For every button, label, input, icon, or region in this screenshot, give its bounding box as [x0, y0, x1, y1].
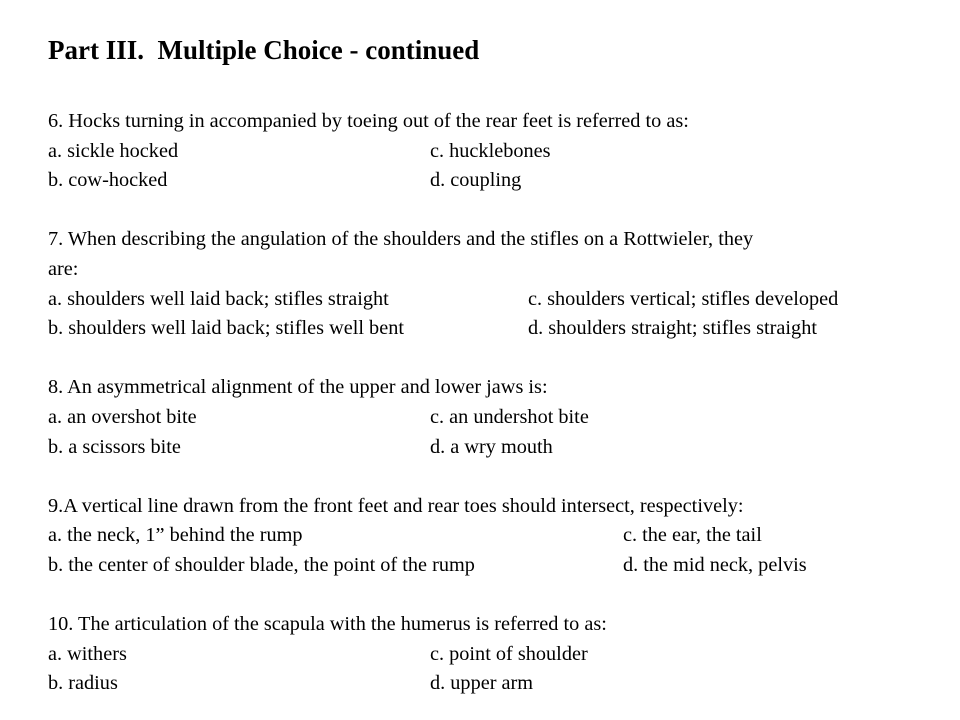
question-9-row-bd [48, 551, 928, 581]
spacer [48, 581, 928, 611]
question-7-row-bd [48, 314, 928, 344]
question-7-option-c: c. shoulders vertical; stifles developed [528, 287, 839, 310]
question-6-row-bd [48, 166, 928, 196]
question-8-row-ac [48, 403, 928, 433]
question-6-stem: 6. Hocks turning in accompanied by toeing out of the rear feet is referred to as: [48, 110, 689, 132]
question-9-option-b: b. the center of shoulder blade, the point of the rump [48, 553, 475, 576]
question-10-option-a: a. withers [48, 642, 127, 665]
question-10-stem: 10. The articulation of the scapula with the humerus is referred to as: [48, 613, 607, 636]
question-10-option-d: d. upper arm [430, 672, 534, 695]
spacer [48, 196, 928, 226]
question-9-option-d: d. the mid neck, pelvis [623, 553, 807, 576]
question-7-stem-line2: are: [48, 257, 79, 280]
question-8-option-c: c. an undershot bite [430, 405, 589, 428]
question-10-row-bd [48, 669, 928, 699]
question-9-stem: 9.A vertical line drawn from the front feet and rear toes should intersect, respectively: [48, 494, 744, 517]
question-10-option-b: b. radius [48, 672, 118, 695]
question-6-option-a: a. sickle hocked [48, 139, 179, 162]
question-8-option-a: a. an overshot bite [48, 405, 197, 428]
question-7-option-d: d. shoulders straight; stifles straight [528, 317, 817, 340]
question-10-row-ac [48, 640, 928, 670]
spacer [48, 344, 928, 374]
question-7-option-b: b. shoulders well laid back; stifles well bent [48, 317, 404, 340]
question-8-row-bd [48, 433, 928, 463]
spacer [48, 462, 928, 492]
question-8-option-d: d. a wry mouth [430, 435, 553, 458]
question-6-option-b: b. cow-hocked [48, 169, 168, 192]
page-title: Part III. Multiple Choice - continued [48, 35, 480, 65]
question-7-option-a: a. shoulders well laid back; stifles straight [48, 287, 389, 310]
question-8-option-b: b. a scissors bite [48, 435, 181, 458]
question-7-row-ac [48, 285, 928, 315]
question-6-row-ac [48, 137, 928, 167]
question-10-option-c: c. point of shoulder [430, 642, 588, 665]
question-7-stem-line1: 7. When describing the angulation of the shoulders and the stifles on a Rottwieler, they [48, 228, 754, 251]
question-9-option-a: a. the neck, 1” behind the rump [48, 524, 303, 547]
question-list [48, 107, 928, 699]
question-9-row-ac [48, 521, 928, 551]
question-6-option-c: c. hucklebones [430, 139, 551, 162]
question-8-stem: 8. An asymmetrical alignment of the upper and lower jaws is: [48, 376, 548, 399]
question-6-option-d: d. coupling [430, 169, 522, 192]
question-9-option-c: c. the ear, the tail [623, 524, 762, 547]
